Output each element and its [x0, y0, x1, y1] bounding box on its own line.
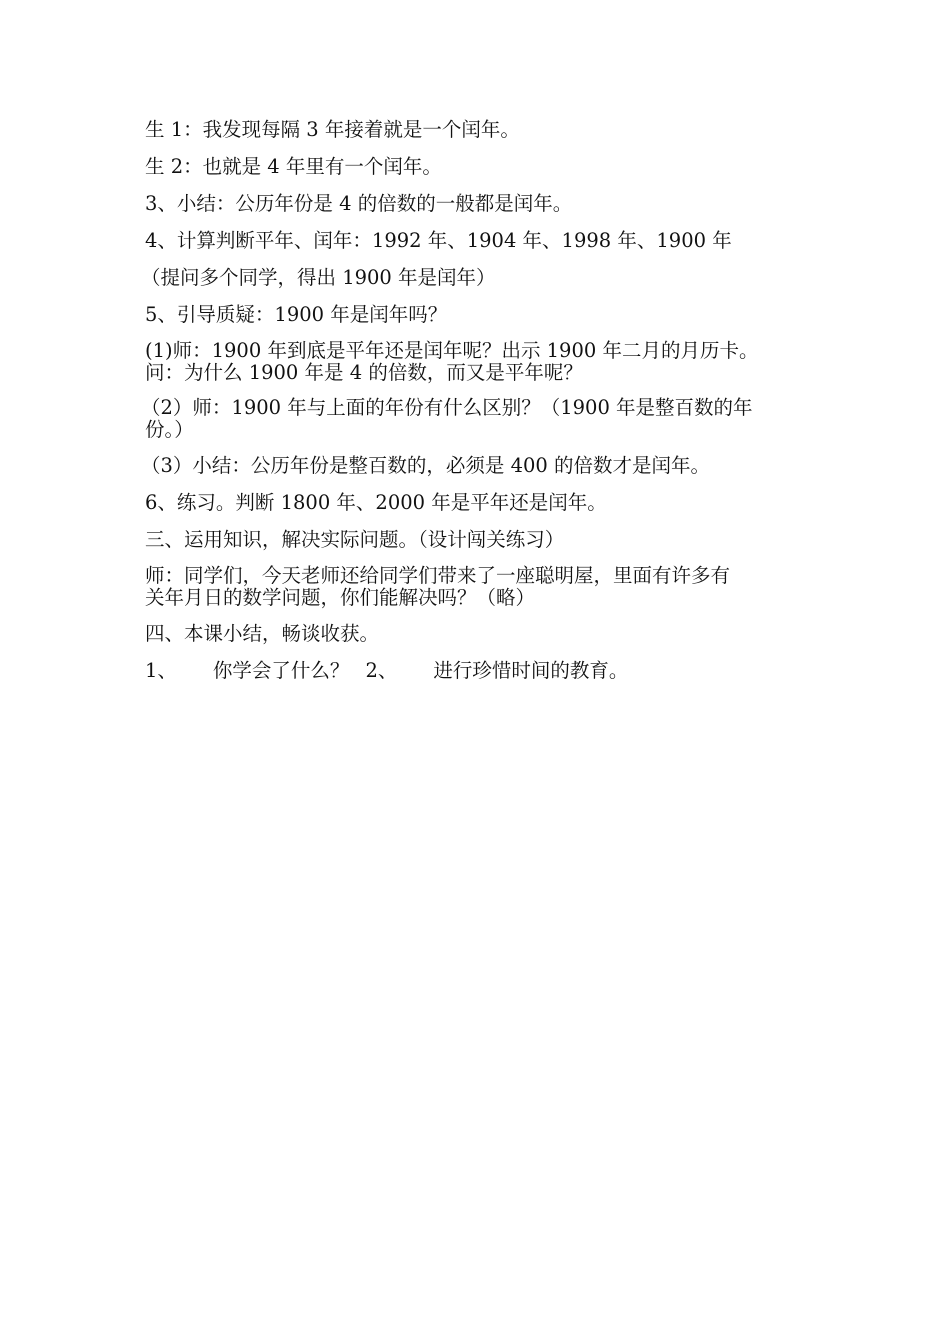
paragraph-line: 师：同学们，今天老师还给同学们带来了一座聪明屋，里面有许多有 — [145, 564, 731, 587]
paragraph-line: 问：为什么 1900 年是 4 的倍数，而又是平年呢？ — [145, 361, 583, 384]
paragraph-teacher-house — [145, 565, 815, 609]
heading-section-4: 四、本课小结，畅谈收获。 — [145, 622, 380, 645]
paragraph-line: （2）师：1900 年与上面的年份有什么区别？（1900 年是整百数的年 — [141, 396, 753, 419]
paragraph-teacher-1 — [145, 340, 815, 384]
list-item-number: 1、 — [145, 659, 177, 682]
document-body — [141, 118, 815, 696]
summary-list — [145, 659, 815, 683]
paragraph-student-1: 生 1：我发现每隔 3 年接着就是一个闰年。 — [145, 118, 520, 141]
paragraph-line: 份。） — [145, 418, 194, 441]
paragraph-practice-6: 6、练习。判断 1800 年、2000 年是平年还是闰年。 — [145, 491, 607, 514]
list-item-number: 2、 — [365, 659, 398, 682]
paragraph-teacher-2 — [141, 397, 815, 441]
paragraph-student-2: 生 2：也就是 4 年里有一个闰年。 — [145, 155, 442, 178]
paragraph-summary-leap: （3）小结：公历年份是整百数的，必须是 400 的倍数才是闰年。 — [141, 454, 711, 477]
paragraph-doubt-5: 5、引导质疑：1900 年是闰年吗？ — [145, 303, 448, 326]
heading-section-3: 三、运用知识，解决实际问题。（设计闯关练习） — [145, 528, 565, 551]
list-item-text: 你学会了什么？ — [212, 659, 350, 682]
paragraph-line: (1)师：1900 年到底是平年还是闰年呢？出示 1900 年二月的月历卡。 — [145, 339, 759, 362]
list-item-text: 进行珍惜时间的教育。 — [433, 659, 629, 682]
paragraph-summary-3: 3、小结：公历年份是 4 的倍数的一般都是闰年。 — [145, 192, 573, 215]
paragraph-question-note: （提问多个同学，得出 1900 年是闰年） — [141, 266, 496, 289]
paragraph-calc-4: 4、计算判断平年、闰年：1992 年、1904 年、1998 年、1900 年 — [145, 229, 732, 252]
paragraph-line: 关年月日的数学问题，你们能解决吗？（略） — [145, 586, 536, 609]
